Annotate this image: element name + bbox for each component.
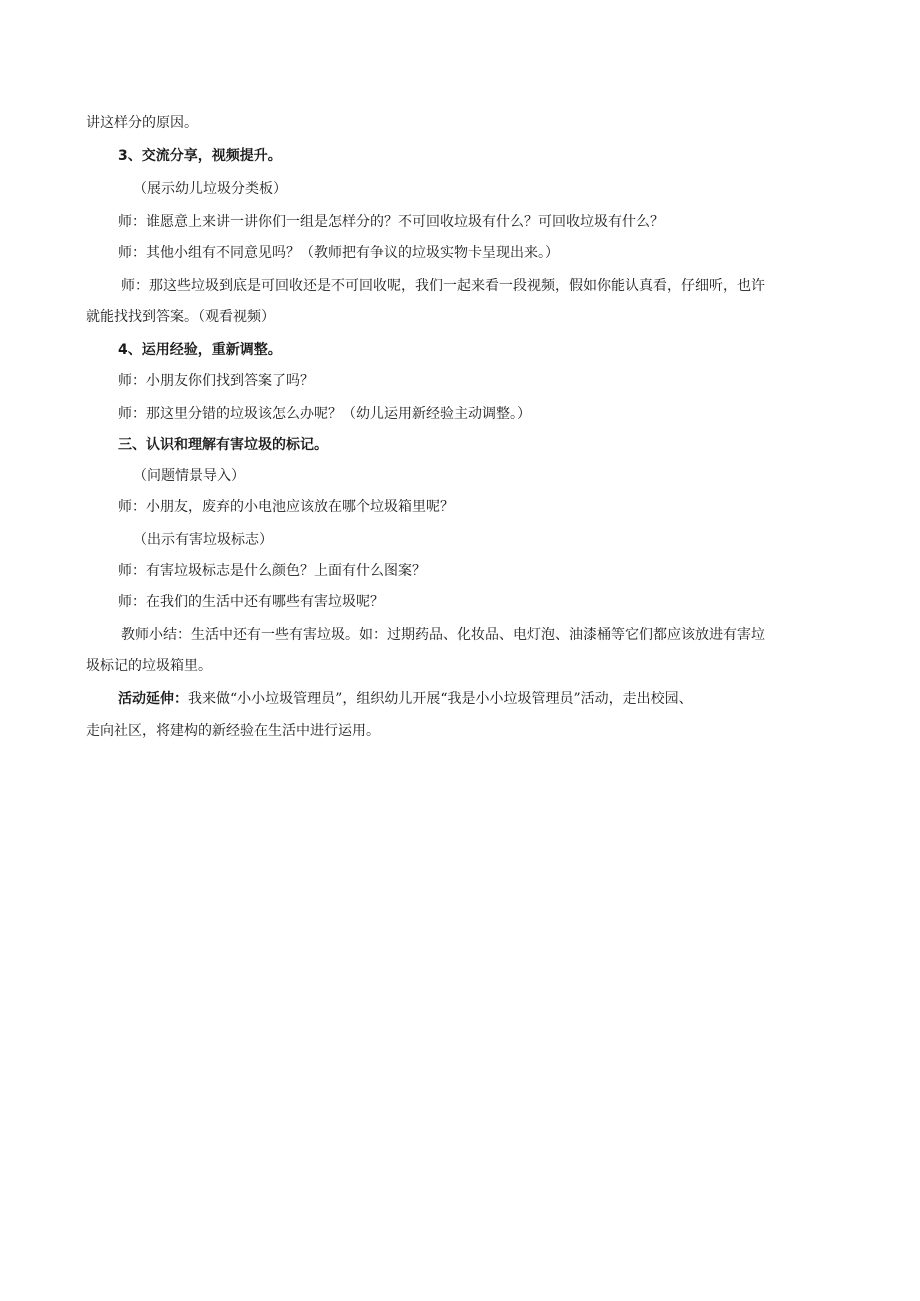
teacher-line: 师：那这些垃圾到底是可回收还是不可回收呢，我们一起来看一段视频，假如你能认真看，仔细听，也许 bbox=[121, 278, 765, 294]
extension-line bbox=[118, 689, 693, 709]
section-heading: 3、交流分享，视频提升。 bbox=[118, 148, 282, 164]
teacher-line: 师：那这里分错的垃圾该怎么办呢？（幼儿运用新经验主动调整。） bbox=[118, 406, 531, 422]
stage-direction: （展示幼儿垃圾分类板） bbox=[133, 181, 287, 197]
paragraph-line: 就能找找到答案。（观看视频） bbox=[86, 309, 275, 325]
paragraph-line: 圾标记的垃圾箱里。 bbox=[86, 658, 212, 674]
stage-direction: （出示有害垃圾标志） bbox=[133, 532, 273, 548]
teacher-line: 师：其他小组有不同意见吗？（教师把有争议的垃圾实物卡呈现出来。） bbox=[118, 245, 559, 261]
section-heading: 三、认识和理解有害垃圾的标记。 bbox=[118, 437, 328, 453]
teacher-line: 师：在我们的生活中还有哪些有害垃圾呢？ bbox=[118, 594, 384, 610]
teacher-line: 师：有害垃圾标志是什么颜色？上面有什么图案？ bbox=[118, 563, 426, 579]
paragraph-line: 走向社区，将建构的新经验在生活中进行运用。 bbox=[86, 723, 380, 739]
stage-direction: （问题情景导入） bbox=[133, 468, 245, 484]
teacher-line: 师：小朋友，废弃的小电池应该放在哪个垃圾箱里呢？ bbox=[118, 499, 454, 515]
extension-label: 活动延伸： bbox=[118, 691, 188, 707]
extension-text: 我来做“小小垃圾管理员”，组织幼儿开展“我是小小垃圾管理员”活动，走出校园、 bbox=[188, 691, 693, 707]
teacher-line: 师：小朋友你们找到答案了吗？ bbox=[118, 373, 314, 389]
section-heading: 4、运用经验，重新调整。 bbox=[118, 342, 282, 358]
summary-line: 教师小结：生活中还有一些有害垃圾。如：过期药品、化妆品、电灯泡、油漆桶等它们都应该放进有害垃 bbox=[121, 627, 765, 643]
paragraph-line: 讲这样分的原因。 bbox=[86, 115, 198, 131]
teacher-line: 师：谁愿意上来讲一讲你们一组是怎样分的？不可回收垃圾有什么？可回收垃圾有什么？ bbox=[118, 214, 664, 230]
